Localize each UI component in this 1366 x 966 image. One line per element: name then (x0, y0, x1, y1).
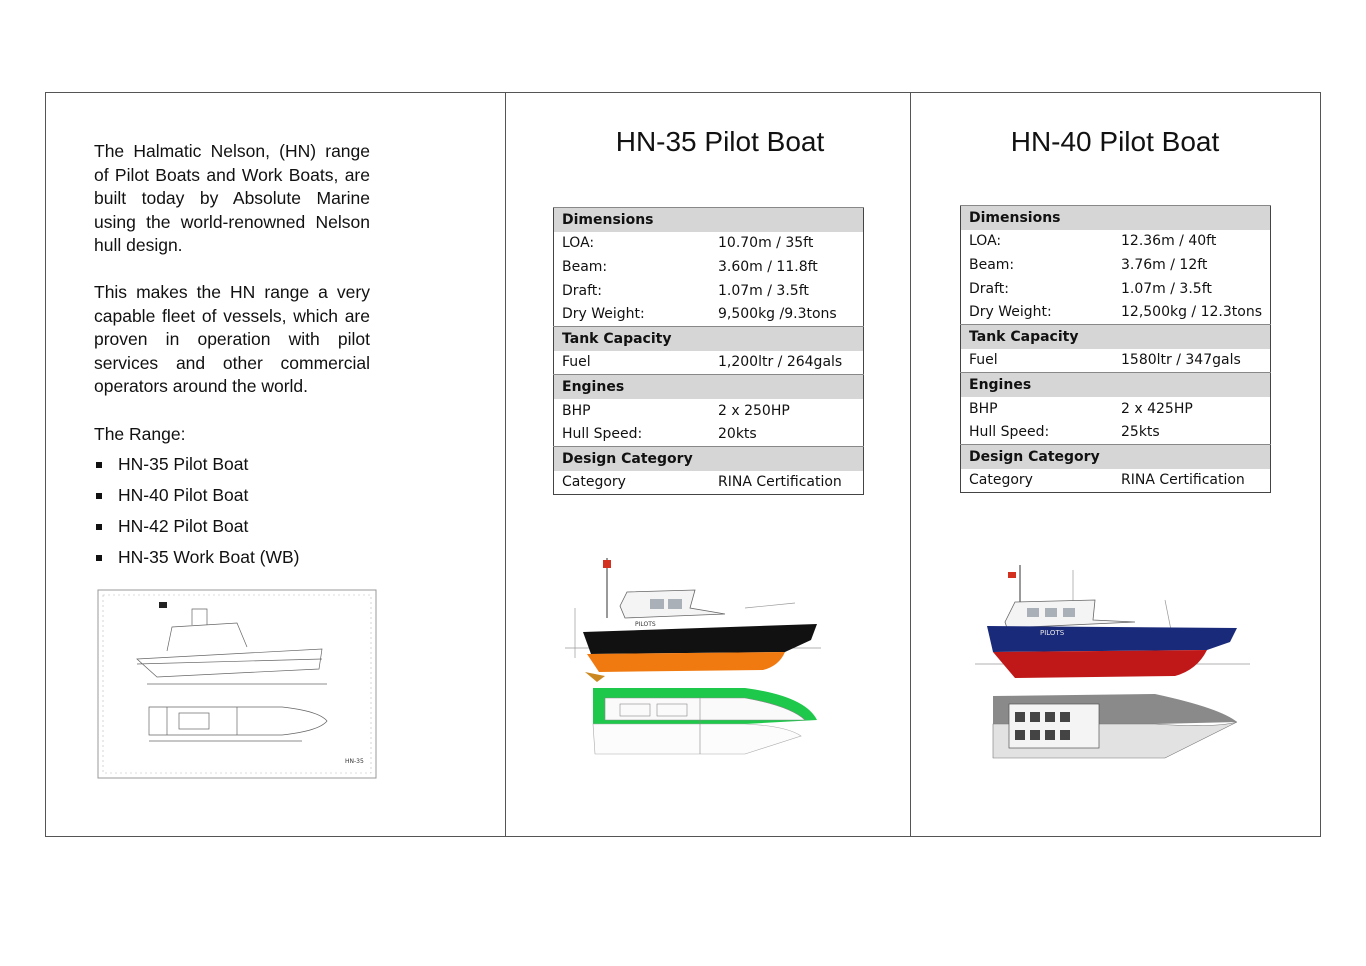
drawing-label: HN-35 (345, 758, 364, 765)
section-header: Dimensions (554, 208, 864, 232)
list-item: HN-35 Pilot Boat (94, 454, 300, 485)
bullet-icon (96, 524, 102, 530)
bullet-icon (96, 493, 102, 499)
bullet-icon (96, 462, 102, 468)
table-row: Fuel 1,200ltr / 264gals (562, 354, 843, 371)
intro-paragraph-1: The Halmatic Nelson, (HN) range of Pilot Boats and Work Boats, are built today by Absolute Marine using the world-renowned Nelson hull design. (94, 141, 370, 256)
hn35-hull-label: PILOTS (635, 621, 656, 628)
section-header: Dimensions (961, 206, 1271, 230)
hn35-technical-drawing (97, 589, 377, 779)
table-row: LOA: 12.36m / 40ft (969, 233, 1217, 250)
hn40-hull-top (987, 626, 1237, 652)
table-row: BHP 2 x 425HP (969, 400, 1193, 417)
hn35-boat-illustration (565, 548, 821, 763)
table-row: Fuel 1580ltr / 347gals (969, 352, 1241, 369)
hn40-hull-bottom (993, 650, 1207, 678)
table-row: Draft: 1.07m / 3.5ft (562, 282, 809, 299)
hn35-hull-top (583, 624, 817, 654)
list-item: HN-42 Pilot Boat (94, 516, 300, 547)
hn35-spec-table (553, 207, 864, 495)
hn40-spec-table (960, 205, 1271, 493)
section-header: Tank Capacity (961, 324, 1271, 348)
intro-text (94, 140, 370, 422)
section-header: Design Category (554, 446, 864, 470)
bullet-icon (96, 555, 102, 561)
section-header: Design Category (961, 444, 1271, 468)
column-divider (910, 92, 911, 837)
table-row: LOA: 10.70m / 35ft (562, 235, 814, 252)
hn40-boat-illustration (975, 560, 1250, 765)
range-list (94, 454, 300, 578)
hn35-hull-bottom (587, 652, 785, 672)
hn40-title: HN-40 Pilot Boat (1010, 126, 1220, 157)
table-row: BHP 2 x 250HP (562, 402, 790, 419)
hn35-title: HN-35 Pilot Boat (615, 126, 825, 157)
table-row: Category RINA Certification (969, 472, 1245, 489)
hn40-hull-label: PILOTS (1040, 629, 1065, 637)
table-row: Draft: 1.07m / 3.5ft (969, 280, 1212, 297)
table-row: Beam: 3.60m / 11.8ft (562, 258, 818, 275)
table-row: Hull Speed: 25kts (969, 424, 1160, 441)
table-row: Dry Weight: 12,500kg / 12.3tons (969, 304, 1262, 321)
table-row: Dry Weight: 9,500kg /9.3tons (562, 306, 837, 323)
intro-paragraph-2: This makes the HN range a very capable fleet of vessels, which are proven in operation with pilot services and other commercial operators around the world. (94, 281, 370, 397)
range-title: The Range: (94, 424, 186, 444)
section-header: Engines (554, 375, 864, 399)
table-row: Category RINA Certification (562, 474, 842, 491)
column-divider (505, 92, 506, 837)
list-item: HN-40 Pilot Boat (94, 485, 300, 516)
list-item: HN-35 Work Boat (WB) (94, 547, 300, 578)
section-header: Tank Capacity (554, 326, 864, 350)
table-row: Hull Speed: 20kts (562, 426, 757, 443)
table-row: Beam: 3.76m / 12ft (969, 256, 1208, 273)
section-header: Engines (961, 373, 1271, 397)
